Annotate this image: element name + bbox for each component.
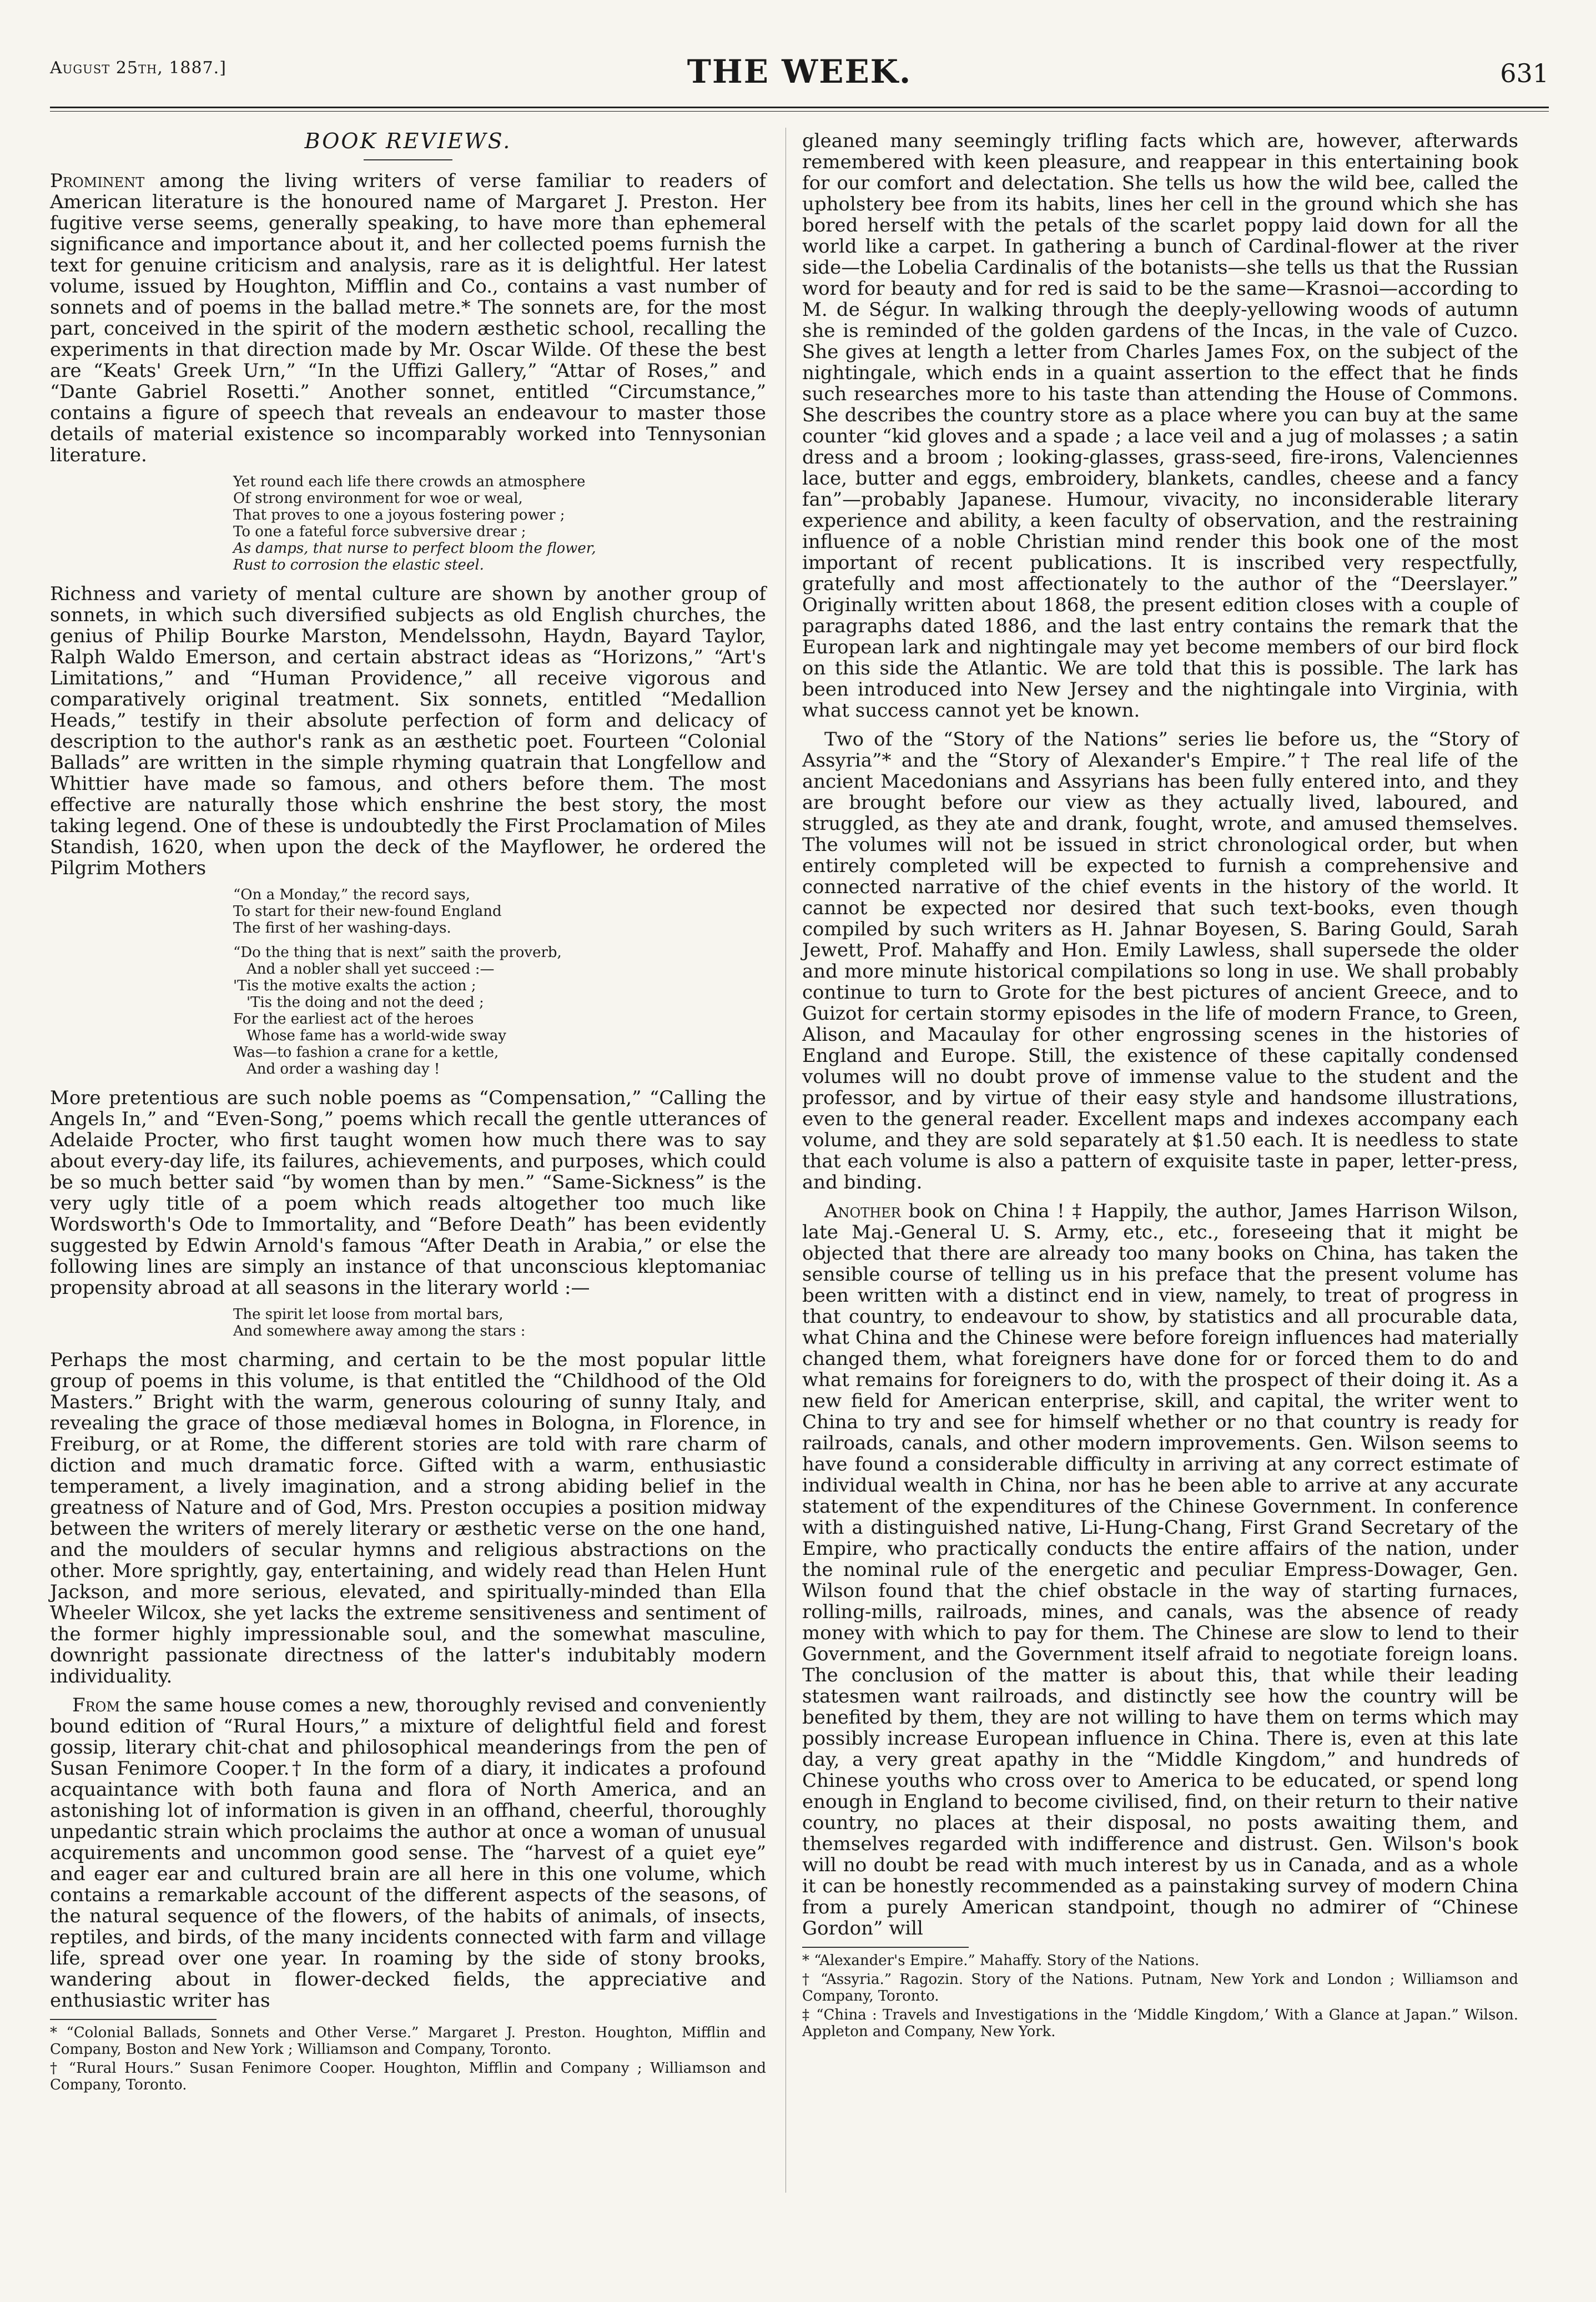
lead-word: Prominent xyxy=(50,170,145,192)
poem-quote xyxy=(233,886,766,1077)
paragraph-text: the same house comes a new, thoroughly revised and conveniently bound edition of “Rural Hours,” a mixture of delightful field and forest gossip, literary chit-chat and philosophical meanderings from the pen of Susan Fenimore Cooper.† In the form of a diary, it indicates a profound acquaintance with both fauna and flora of North America, and an astonishing lot of information is given in an offhand, cheerful, thoroughly unpedantic strain which proclaims the author at once a woman of unusual acquirements and uncommon good sense. The “harvest of a quiet eye” and eager ear and cultured brain are all here in this one volume, which contains a remarkable account of the different aspects of the seasons, of the natural sequence of the flowers, of the habits of animals, of insects, reptiles, and birds, of the many incidents connected with farm and village life, spread over one year. In roaming by the side of stony brooks, wandering about in flower-decked fields, the appreciative and enthusiastic writer has xyxy=(50,1694,766,2012)
paragraph-text: book on China ! ‡ Happily, the author, James Harrison Wilson, late Maj.-General U. S. Army, etc., etc., foreseeing that it might be objected that there are already too many books on China, has taken the sensible course of telling us in his preface that the present volume has been written with a distinct end in view, namely, to treat of progress in that country, to endeavour to show, by statistics and all procurable data, what China and the Chinese were before foreign influences had materially changed them, what foreigners have done for or forced them to do and what remains for foreigners to do, with the prospect of their doing it. As a new field for American enterprise, skill, and capital, the writer went to China to try and see for himself whether or no that country is ready for railroads, canals, and other modern improvements. Gen. Wilson seems to have found a considerable difficulty in arriving at any correct estimate of individual wealth in China, nor has he been able to arrive at any accurate statement of the expenditures of the Chinese Government. In conference with a distinguished native, Li-Hung-Chang, First Grand Secretary of the Empire, who practically conducts the entire affairs of the nation, under the nominal rule of the energetic and peculiar Empress-Dowager, Gen. Wilson found that the chief obstacle in the way of starting furnaces, rolling-mills, railroads, mines, and canals, was the absence of ready money with which to pay for them. The Chinese are slow to lend to their Government, and the Government itself afraid to negotiate foreign loans. The conclusion of the matter is about this, that while their leading statesmen want railroads, and distinctly see how the country will be benefited by them, they are not willing to have them on terms which may possibly increase European influence in China. There is, even at this late day, a very great apathy in the “Middle Kingdom,” and hundreds of Chinese youths who cross over to America to be educated, or spend long enough in England to become civilised, find, on their return to their native country, no places at their disposal, no posts awaiting them, and themselves regarded with indifference and distrust. Gen. Wilson's book will no doubt be read with much interest by us in Canada, and as a whole it can be honestly recommended as a painstaking survey of modern China from a purely American standpoint, though no admirer of “Chinese Gordon” will xyxy=(802,1200,1518,1940)
poem-line: “On a Monday,” the record says, xyxy=(233,886,470,903)
publication-title: THE WEEK. xyxy=(687,53,912,90)
paragraph xyxy=(50,1695,766,2011)
poem-line: “Do the thing that is next” saith the proverb, xyxy=(233,944,562,961)
poem-line: Rust to corrosion the elastic steel. xyxy=(233,557,484,573)
paragraph xyxy=(50,170,766,466)
header-rule-thin xyxy=(50,111,1549,112)
paragraph: gleaned many seemingly trifling facts which are, however, afterwards remembered with keen pleasure, and reappear in this entertaining book for our comfort and delectation. She tells us how the wild bee, called the upholstery bee from its habits, lines her cell in the ground which she has bored herself with the petals of the scarlet poppy laid down for all the world like a carpet. In gathering a bunch of Cardinal-flower at the river side—the Lobelia Cardinalis of the botanists—she tells us that the Russian word for beauty and for red is said to be the same—Krasnoi—according to M. de Ségur. In walking through the deeply-yellowing woods of autumn she is reminded of the golden gardens of the Incas, in the vale of Cuzco. She gives at length a letter from Charles James Fox, on the subject of the nightingale, which ends in a quaint assertion to the effect that he finds such researches more to his taste than attending the House of Commons. She describes the country store as a place where you can buy at the same counter “kid gloves and a spade ; a lace veil and a jug of molasses ; a satin dress and a broom ; looking-glasses, grass-seed, fire-irons, Valenciennes lace, butter and eggs, embroidery, blankets, candles, cheese and a fancy fan”—probably Japanese. Humour, vivacity, no inconsiderable literary experience and ability, a keen faculty of observation, and the restraining influence of a noble Christian mind render this book one of the most important of recent publications. It is inscribed very respectfully, gratefully and most affectionately to the author of the “Deerslayer.” Originally written about 1868, the present edition closes with a couple of paragraphs dated 1886, and the last entry contains the remark that the European lark and nightingale may yet become members of our bird flock on this side the Atlantic. We are told that this is possible. The lark has been introduced into New Jersey and the nightingale into Virginia, with what success cannot yet be known. xyxy=(802,130,1518,722)
poem-line: And order a washing day ! xyxy=(246,1061,440,1077)
stanza-break xyxy=(233,936,766,944)
poem-line: That proves to one a joyous fostering power ; xyxy=(233,507,565,523)
poem-line: The spirit let loose from mortal bars, xyxy=(233,1306,504,1323)
poem-line: Of strong environment for woe or weal, xyxy=(233,490,523,507)
poem-line: For the earliest act of the heroes xyxy=(233,1011,474,1027)
paragraph: Richness and variety of mental culture are shown by another group of sonnets, in which such diversified subjects as old English churches, the genius of Philip Bourke Marston, Mendelssohn, Haydn, Bayard Taylor, Ralph Waldo Emerson, and certain abstract ideas as “Horizons,” “Art's Limitations,” and “Human Providence,” all receive vigorous and comparatively original treatment. Six sonnets, entitled “Medallion Heads,” testify in their absolute perfection of form and delicacy of description to the author's rank as an æsthetic poet. Fourteen “Colonial Ballads” are written in the simple rhyming quatrain that Longfellow and Whittier have made so famous, and others before them. The most effective are naturally those which enshrine the best story, the most taking legend. One of these is undoubtedly the First Proclamation of Miles Standish, 1620, when upon the deck of the Mayflower, he ordered the Pilgrim Mothers xyxy=(50,583,766,879)
issue-date: August 25th, 1887.] xyxy=(50,58,226,78)
paragraph: Two of the “Story of the Nations” series lie before us, the “Story of Assyria”* and the “Story of Alexander's Empire.”† The real life of the ancient Macedonians and Assyrians has been fully entered into, and they are brought before our view as they actually lived, laboured, and struggled, as they ate and drank, fought, wrote, and amused themselves. The volumes will not be issued in strict chronological order, but when entirely completed will be expected to furnish a comprehensive and connected narrative of the chief events in the history of the world. It cannot be expected nor desired that such text-books, even though compiled by such writers as H. Jahnar Boyesen, S. Baring Gould, Sarah Jewett, Prof. Mahaffy and Hon. Emily Lawless, shall supersede the older and more minute historical compilations so long in use. We shall probably continue to turn to Grote for the best pictures of ancient Greece, and to Guizot for certain stormy episodes in the life of modern France, to Green, Alison, and Macaulay for other engrossing scenes in the histories of England and Europe. Still, the existence of these capitally condensed volumes will no doubt prove of immense value to the student and the professor, and by virtue of their easy style and handsome illustrations, even to the general reader. Excellent maps and indexes accompany each volume, and they are sold separately at $1.50 each. It is needless to state that each volume is also a pattern of exquisite taste in paper, letter-press, and binding. xyxy=(802,728,1518,1193)
poem-line: To start for their new-found England xyxy=(233,903,502,920)
poem-line: 'Tis the motive exalts the action ; xyxy=(233,978,476,994)
lead-word: Another xyxy=(824,1200,901,1222)
header-rule xyxy=(50,107,1549,108)
poem-line: The first of her washing-days. xyxy=(233,920,451,936)
footnote: † “Rural Hours.” Susan Fenimore Cooper. Houghton, Mifflin and Company ; Williamson and Company, Toronto. xyxy=(50,2060,766,2093)
page-number: 631 xyxy=(1500,58,1549,88)
footnote-rule xyxy=(802,1947,969,1948)
footnote-rule xyxy=(50,2019,217,2020)
footnotes xyxy=(802,1952,1518,2040)
poem-line: To one a fateful force subversive drear ; xyxy=(233,523,526,540)
footnotes xyxy=(50,2024,766,2093)
right-column xyxy=(802,130,1518,2042)
section-title-rule xyxy=(364,159,452,160)
poem-line: 'Tis the doing and not the deed ; xyxy=(246,994,484,1011)
masthead xyxy=(50,53,1549,103)
paragraph: More pretentious are such noble poems as “Compensation,” “Calling the Angels In,” and “Even-Song,” poems which recall the gentle utterances of Adelaide Procter, who first taught women how much there was to say about every-day life, its failures, achievements, and purposes, which could be so much better said “by women than by men.” “Same-Sickness” is the very ugly title of a poem which reads altogether too much like Wordsworth's Ode to Immortality, and “Before Death” has been evidently suggested by Edwin Arnold's famous “After Death in Arabia,” or else the following lines are simply an instance of that unconscious kleptomaniac propensity abroad at all seasons in the literary world :— xyxy=(50,1087,766,1299)
left-column xyxy=(50,130,766,2096)
poem-line: And somewhere away among the stars : xyxy=(233,1323,526,1339)
paragraph xyxy=(802,1201,1518,1939)
footnote: † “Assyria.” Ragozin. Story of the Nations. Putnam, New York and London ; Williamson and Company, Toronto. xyxy=(802,1971,1518,2004)
poem-line: As damps, that nurse to perfect bloom the flower, xyxy=(233,540,596,557)
footnote: ‡ “China : Travels and Investigations in the ‘Middle Kingdom,’ With a Glance at Japan.” Wilson. Appleton and Company, New York. xyxy=(802,2007,1518,2040)
poem-line: Whose fame has a world-wide sway xyxy=(246,1027,506,1044)
poem-quote xyxy=(233,1306,766,1339)
poem-line: And a nobler shall yet succeed :— xyxy=(246,961,495,978)
section-title: BOOK REVIEWS. xyxy=(304,129,512,153)
poem-quote xyxy=(233,474,766,573)
paragraph: Perhaps the most charming, and certain to be the most popular little group of poems in this volume, is that entitled the “Childhood of the Old Masters.” Bright with the warm, generous colouring of sunny Italy, and revealing the grace of those mediæval homes in Bologna, in Florence, in Freiburg, or at Rome, the different stories are told with rare charm of diction and much dramatic force. Gifted with a warm, enthusiastic temperament, a lively imagination, and a strong abiding belief in the greatness of Nature and of God, Mrs. Preston occupies a position midway between the writers of merely literary or æsthetic verse on the one hand, and the moulders of secular hymns and religious abstractions on the other. More sprightly, gay, entertaining, and widely read than Helen Hunt Jackson, and more serious, elevated, and spiritually-minded than Ella Wheeler Wilcox, she yet lacks the extreme sensitiveness and sentiment of the former highly impressionable soul, and the somewhat masculine, downright passionate directness of the latter's indubitably modern individuality. xyxy=(50,1349,766,1688)
lead-word: From xyxy=(72,1694,120,1716)
footnote: * “Colonial Ballads, Sonnets and Other Verse.” Margaret J. Preston. Houghton, Mifflin and Company, Boston and New York ; Williamson and Company, Toronto. xyxy=(50,2024,766,2058)
poem-line: Yet round each life there crowds an atmosphere xyxy=(233,474,586,490)
footnote: * “Alexander's Empire.” Mahaffy. Story of the Nations. xyxy=(802,1952,1200,1969)
poem-line: Was—to fashion a crane for a kettle, xyxy=(233,1044,499,1061)
paragraph-text: among the living writers of verse familiar to readers of American literature is the honoured name of Margaret J. Preston. Her fugitive verse seems, generally speaking, to have more than ephemeral significance and importance about it, and her collected poems furnish the text for genuine criticism and analysis, rare as it is delightful. Her latest volume, issued by Houghton, Mifflin and Co., contains a vast number of sonnets and of poems in the ballad metre.* The sonnets are, for the most part, conceived in the spirit of the modern æsthetic school, recalling the experiments in that direction made by Mr. Oscar Wilde. Of these the best are “Keats' Greek Urn,” “In the Uffizi Gallery,” “Attar of Roses,” and “Dante Gabriel Rosetti.” Another sonnet, entitled “Circumstance,” contains a figure of speech that reveals an endeavour to master those details of material existence so incomparably worked into Tennysonian literature. xyxy=(50,170,766,466)
